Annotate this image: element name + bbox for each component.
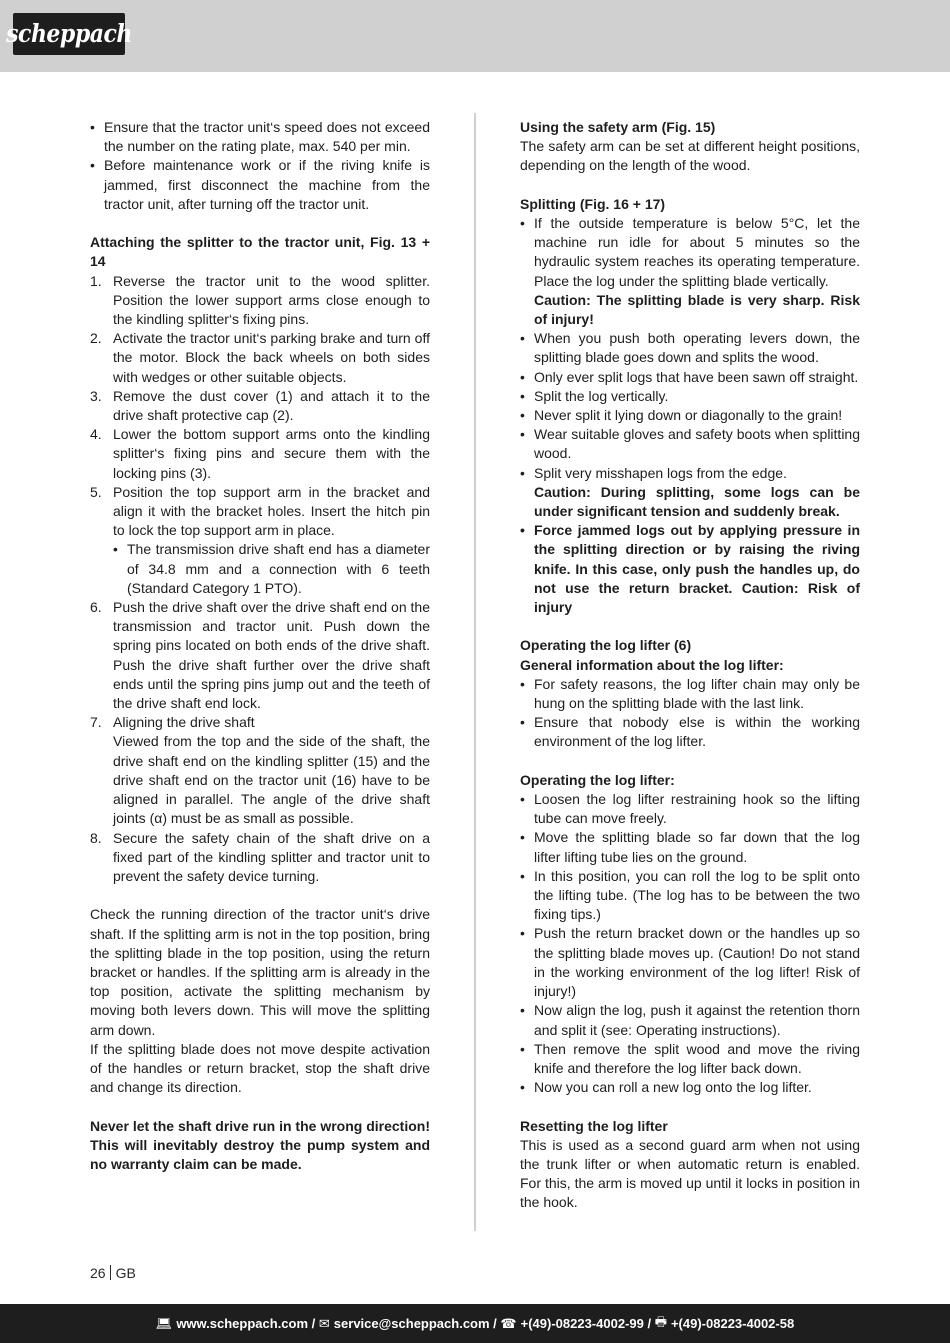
step-number: 1. — [90, 272, 102, 289]
step-number: 7. — [90, 714, 102, 731]
footer-phone: +(49)-08223-4002-99 — [520, 1316, 644, 1331]
step-text: Secure the safety chain of the shaft drive on a fixed part of the kindling splitter and tractor unit to prevent the safety device turning. — [113, 829, 430, 884]
page-number-value: 26 — [90, 1265, 106, 1281]
reset-text: This is used as a second guard arm when not using the trunk lifter or when automatic return is enabled. For this, the arm is moved up until it locks in position in the hook. — [520, 1136, 860, 1211]
step-detail: Viewed from the top and the side of the shaft, the drive shaft end on the kindling splitter (15) and the drive shaft end on the tractor unit (16) have to be aligned in parallel. The angle of the drive shaft joints (α) must be as small as possible. — [113, 733, 430, 827]
list-item: • Split the log vertically. — [520, 387, 860, 406]
footer-separator: / — [643, 1316, 655, 1331]
page-language: GB — [115, 1265, 136, 1281]
list-item — [90, 272, 430, 330]
reset-heading: Resetting the log lifter — [520, 1117, 668, 1134]
list-item: • For safety reasons, the log lifter chain may only be hung on the splitting blade with the last link. — [520, 675, 860, 713]
step-number: 6. — [90, 599, 102, 616]
log-lifter-operating-list — [520, 790, 860, 1097]
list-item: • Ensure that the tractor unit‘s speed does not exceed the number on the rating plate, max. 540 per min. — [90, 118, 430, 156]
footer-fax: +(49)-08223-4002-58 — [670, 1316, 795, 1331]
sub-bullet-list — [113, 540, 430, 598]
bullet-text: Split very misshapen logs from the edge. — [534, 464, 787, 481]
list-item: • Then remove the split wood and move the riving knife and therefore the log lifter back down. — [520, 1040, 860, 1078]
list-item: • In this position, you can roll the log to be split onto the lifting tube. (The log has to be between the two fixing tips.) — [520, 867, 860, 925]
paragraph-check-direction: Check the running direction of the tractor unit‘s drive shaft. If the splitting arm is not in the top position, bring the splitting blade in the top position, using the return bracket or handles. If the splitting arm is already in the top position, activate the splitting mechanism by moving both levers down. This will move the splitting arm down. — [90, 906, 430, 1038]
step-text: Position the top support arm in the bracket and align it with the bracket holes. Insert the hitch pin to lock the top support arm in place. — [113, 483, 430, 539]
paragraph-stop-shaft: If the splitting blade does not move despite activation of the handles or return bracket, stop the shaft drive and change its direction. — [90, 1040, 430, 1096]
list-item: • Push the return bracket down or the handles up so the splitting blade moves up. (Caution! Do not stand in the working environment of the log lifter! Risk of injury!) — [520, 924, 860, 1001]
step-text: Activate the tractor unit‘s parking brake and turn off the motor. Block the back wheels on both sides with wedges or other suitable objects. — [113, 330, 430, 385]
attach-heading: Attaching the splitter to the tractor unit, Fig. 13 + 14 — [90, 234, 430, 270]
list-item: • Only ever split logs that have been sawn off straight. — [520, 368, 860, 387]
fax-icon: 🖶︎ — [654, 1313, 667, 1329]
list-item: • Ensure that nobody else is within the working environment of the log lifter. — [520, 713, 860, 751]
scheppach-logo — [6, 13, 132, 55]
step-text: Push the drive shaft over the drive shaft end on the transmission and tractor unit. Push down the spring pins located on both ends of the drive shaft. Push the drive shaft further over the drive shaft ends until the spring pins jump out and the teeth of the drive shaft end lock. — [113, 599, 430, 712]
phone-icon: ☎︎ — [500, 1315, 517, 1331]
splitting-bullet-list — [520, 214, 860, 617]
step-number: 3. — [90, 387, 102, 404]
right-column — [520, 118, 860, 1213]
safety-arm-heading: Using the safety arm (Fig. 15) — [520, 119, 716, 135]
page-number-separator — [110, 1265, 111, 1280]
log-lifter-general-heading: General information about the log lifter: — [520, 656, 784, 673]
step-number: 2. — [90, 330, 102, 347]
column-divider — [474, 113, 476, 1231]
intro-bullet-list — [90, 118, 430, 214]
step-text: Lower the bottom support arms onto the kindling splitter‘s fixing pins and secure them with the locking pins (3). — [113, 426, 430, 481]
logo-text: scheppach — [6, 19, 132, 49]
list-item: • When you push both operating levers down, the splitting blade goes down and splits the wood. — [520, 329, 860, 367]
attach-steps-list — [90, 272, 430, 887]
footer-website[interactable]: www.scheppach.com — [176, 1316, 309, 1331]
footer-email[interactable]: service@scheppach.com — [333, 1316, 490, 1331]
list-item: • Force jammed logs out by applying pressure in the splitting direction or by raising the riving knife. In this case, only push the handles up, do not use the return bracket. Caution: Risk of injury — [520, 521, 860, 617]
step-text: Remove the dust cover (1) and attach it to the drive shaft protective cap (2). — [113, 387, 430, 424]
sub-list-item: • The transmission drive shaft end has a diameter of 34.8 mm and a connection with 6 teeth (Standard Category 1 PTO). — [113, 540, 430, 598]
step-text: Aligning the drive shaft — [113, 714, 255, 731]
log-lifter-heading: Operating the log lifter (6) — [520, 637, 692, 654]
list-item: • Now align the log, push it against the retention thorn and split it (see: Operating instructions). — [520, 1001, 860, 1039]
computer-icon: 💻︎ — [155, 1315, 173, 1331]
log-lifter-operating-heading: Operating the log lifter: — [520, 771, 675, 788]
footer-separator: / — [308, 1316, 319, 1331]
list-item — [90, 598, 430, 713]
step-text: Reverse the tractor unit to the wood splitter. Position the lower support arms close enough to the kindling splitter‘s fixing pins. — [113, 272, 430, 328]
footer-separator: / — [489, 1316, 501, 1331]
list-item — [520, 464, 860, 522]
list-item — [90, 713, 430, 828]
page-number — [90, 1265, 136, 1281]
log-lifter-general-list — [520, 675, 860, 752]
left-column — [90, 118, 430, 1174]
warning-text: Never let the shaft drive run in the wrong direction! This will inevitably destroy the pump system and no warranty claim can be made. — [90, 1117, 430, 1172]
list-item: • Now you can roll a new log onto the log lifter. — [520, 1078, 860, 1097]
page-header — [0, 0, 950, 72]
step-number: 8. — [90, 829, 102, 846]
step-number: 4. — [90, 426, 102, 443]
list-item: • Move the splitting blade so far down that the log lifter lifting tube lies on the ground. — [520, 828, 860, 866]
splitting-heading: Splitting (Fig. 16 + 17) — [520, 195, 666, 212]
list-item: • Wear suitable gloves and safety boots when splitting wood. — [520, 425, 860, 463]
list-item: • Never split it lying down or diagonally to the grain! — [520, 406, 860, 425]
list-item — [90, 329, 430, 387]
caution-text: Caution: During splitting, some logs can be under significant tension and suddenly break. — [534, 483, 860, 520]
caution-text: Caution: The splitting blade is very sharp. Risk of injury! — [534, 291, 860, 328]
page-footer — [0, 1304, 950, 1343]
list-item — [90, 483, 430, 598]
list-item: • Before maintenance work or if the riving knife is jammed, first disconnect the machine from the tractor unit, after turning off the tractor unit. — [90, 156, 430, 214]
safety-arm-text: The safety arm can be set at different height positions, depending on the length of the wood. — [520, 138, 860, 174]
list-item — [90, 829, 430, 887]
bullet-text: If the outside temperature is below 5°C, let the machine run idle for about 5 minutes so the hydraulic system reaches its operating temperature. Place the log under the splitting blade vertically. — [534, 215, 860, 289]
list-item — [520, 214, 860, 329]
list-item — [90, 387, 430, 425]
list-item: • Loosen the log lifter restraining hook so the lifting tube can move freely. — [520, 790, 860, 828]
mail-icon: ✉︎ — [318, 1315, 330, 1331]
list-item — [90, 425, 430, 483]
step-number: 5. — [90, 483, 102, 500]
